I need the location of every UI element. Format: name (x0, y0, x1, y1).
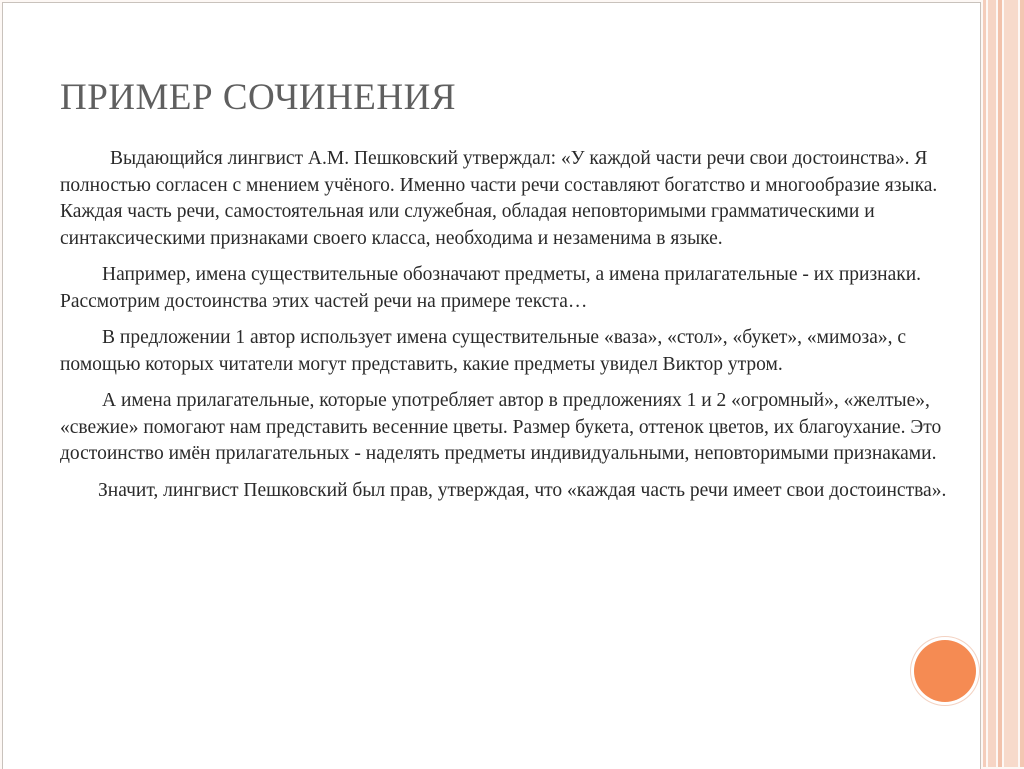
decorative-stripe (988, 0, 996, 767)
decorative-circle (914, 640, 976, 702)
decorative-stripe (998, 0, 1002, 767)
essay-paragraph-5: Значит, лингвист Пешковский был прав, утверждая, что «каждая часть речи имеет свои достоинства». (98, 479, 947, 501)
slide-title: ПРИМЕР СОЧИНЕНИЯ (60, 77, 457, 118)
essay-paragraph-4: А имена прилагательные, которые употребляет автор в предложениях 1 и 2 «огромный», «желтые», «свежие» помогают нам представить весенние цветы. Размер букета, оттенок цветов, их благоухание. Это достоинство имён прилагательных - наделять предметы индивидуальными, неповторимыми признаками. (60, 390, 942, 464)
essay-paragraph-3: В предложении 1 автор использует имена существительные «ваза», «стол», «букет», «мимоза», с помощью которых читатели могут представить, какие предметы увидел Виктор утром. (60, 327, 907, 375)
decorative-stripe (983, 0, 986, 767)
essay-body (60, 146, 960, 514)
decorative-stripe (1020, 0, 1024, 767)
essay-paragraph-2: Например, имена существительные обозначают предметы, а имена прилагательные - их признаки. Рассмотрим достоинства этих частей речи на примере текста… (60, 264, 922, 312)
decorative-stripe (1004, 0, 1018, 767)
essay-paragraph-1: Выдающийся лингвист А.М. Пешковский утверждал: «У каждой части речи свои достоинства». Я полностью согласен с мнением учёного. Именно части речи составляют богатство и многообразие языка. Каждая часть речи, самостоятельная или служебная, обладая неповторимыми грамматическими и синтаксическими признаками своего класса, необходима и незаменима в языке. (60, 148, 938, 249)
